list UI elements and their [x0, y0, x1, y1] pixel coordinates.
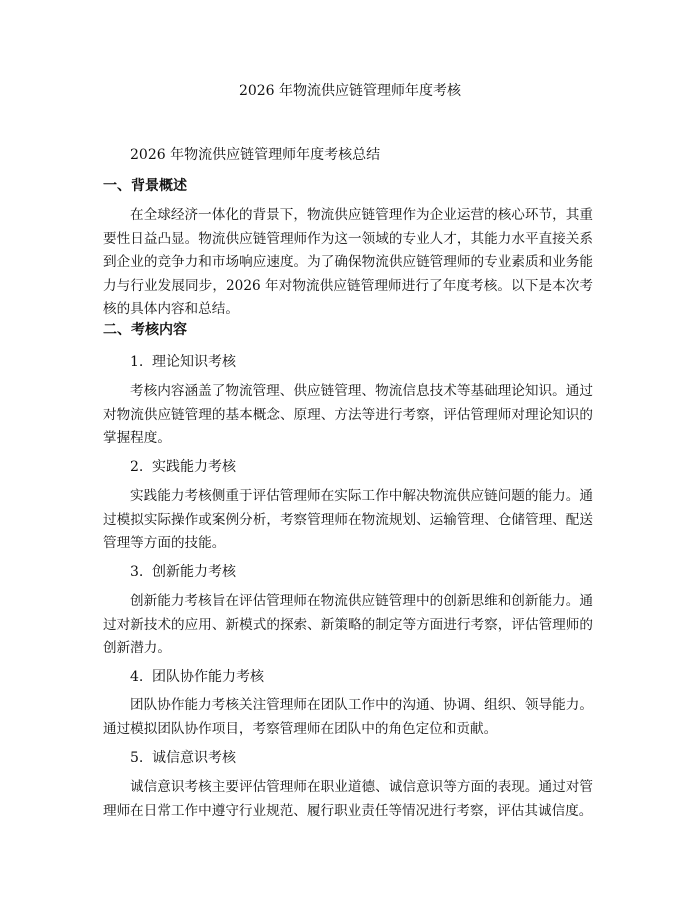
- sub-item-innovation: [130, 562, 236, 582]
- section-heading-content: 二、考核内容: [103, 322, 187, 338]
- sub-item-title: 团队协作能力考核: [152, 669, 264, 685]
- sub-item-teamwork: [130, 667, 264, 687]
- sub-item-number: 2.: [130, 459, 144, 475]
- sub-item-title: 诚信意识考核: [152, 750, 236, 766]
- sub-item-title: 实践能力考核: [152, 459, 236, 475]
- sub-item-number: 1.: [130, 354, 144, 370]
- paragraph-background: 在全球经济一体化的背景下，物流供应链管理作为企业运营的核心环节，其重要性日益凸显。物流供应链管理师作为这一领域的专业人才，其能力水平直接关系到企业的竞争力和市场响应速度。为了确保物流供应链管理师的专业素质和业务能力与行业发展同步，2026 年对物流供应链管理师进行了年度考核。以下是本次考核的具体内容和总结。: [103, 207, 593, 317]
- sub-item-title: 创新能力考核: [152, 564, 236, 580]
- paragraph-innovation: 创新能力考核旨在评估管理师在物流供应链管理中的创新思维和创新能力。通过对新技术的应用、新模式的探索、新策略的制定等方面进行考察，评估管理师的创新潜力。: [103, 593, 593, 656]
- document-subtitle: 2026 年物流供应链管理师年度考核总结: [130, 147, 381, 163]
- sub-item-number: 3.: [130, 564, 144, 580]
- sub-item-number: 4.: [130, 669, 144, 685]
- sub-item-practice: [130, 457, 236, 477]
- document-title: 2026 年物流供应链管理师年度考核: [238, 83, 462, 99]
- paragraph-teamwork: 团队协作能力考核关注管理师在团队工作中的沟通、协调、组织、领导能力。通过模拟团队协作项目，考察管理师在团队中的角色定位和贡献。: [103, 697, 593, 737]
- paragraph-theory: 考核内容涵盖了物流管理、供应链管理、物流信息技术等基础理论知识。通过对物流供应链管理的基本概念、原理、方法等进行考察，评估管理师对理论知识的掌握程度。: [103, 383, 593, 446]
- sub-item-theory: [130, 352, 236, 372]
- sub-item-number: 5.: [130, 750, 144, 766]
- sub-item-title: 理论知识考核: [152, 354, 236, 370]
- paragraph-practice: 实践能力考核侧重于评估管理师在实际工作中解决物流供应链问题的能力。通过模拟实际操作或案例分析，考察管理师在物流规划、运输管理、仓储管理、配送管理等方面的技能。: [103, 488, 593, 551]
- section-heading-background: 一、背景概述: [103, 178, 187, 194]
- sub-item-integrity: [130, 748, 236, 768]
- paragraph-integrity: 诚信意识考核主要评估管理师在职业道德、诚信意识等方面的表现。通过对管理师在日常工作中遵守行业规范、履行职业责任等情况进行考察，评估其诚信度。: [103, 779, 593, 819]
